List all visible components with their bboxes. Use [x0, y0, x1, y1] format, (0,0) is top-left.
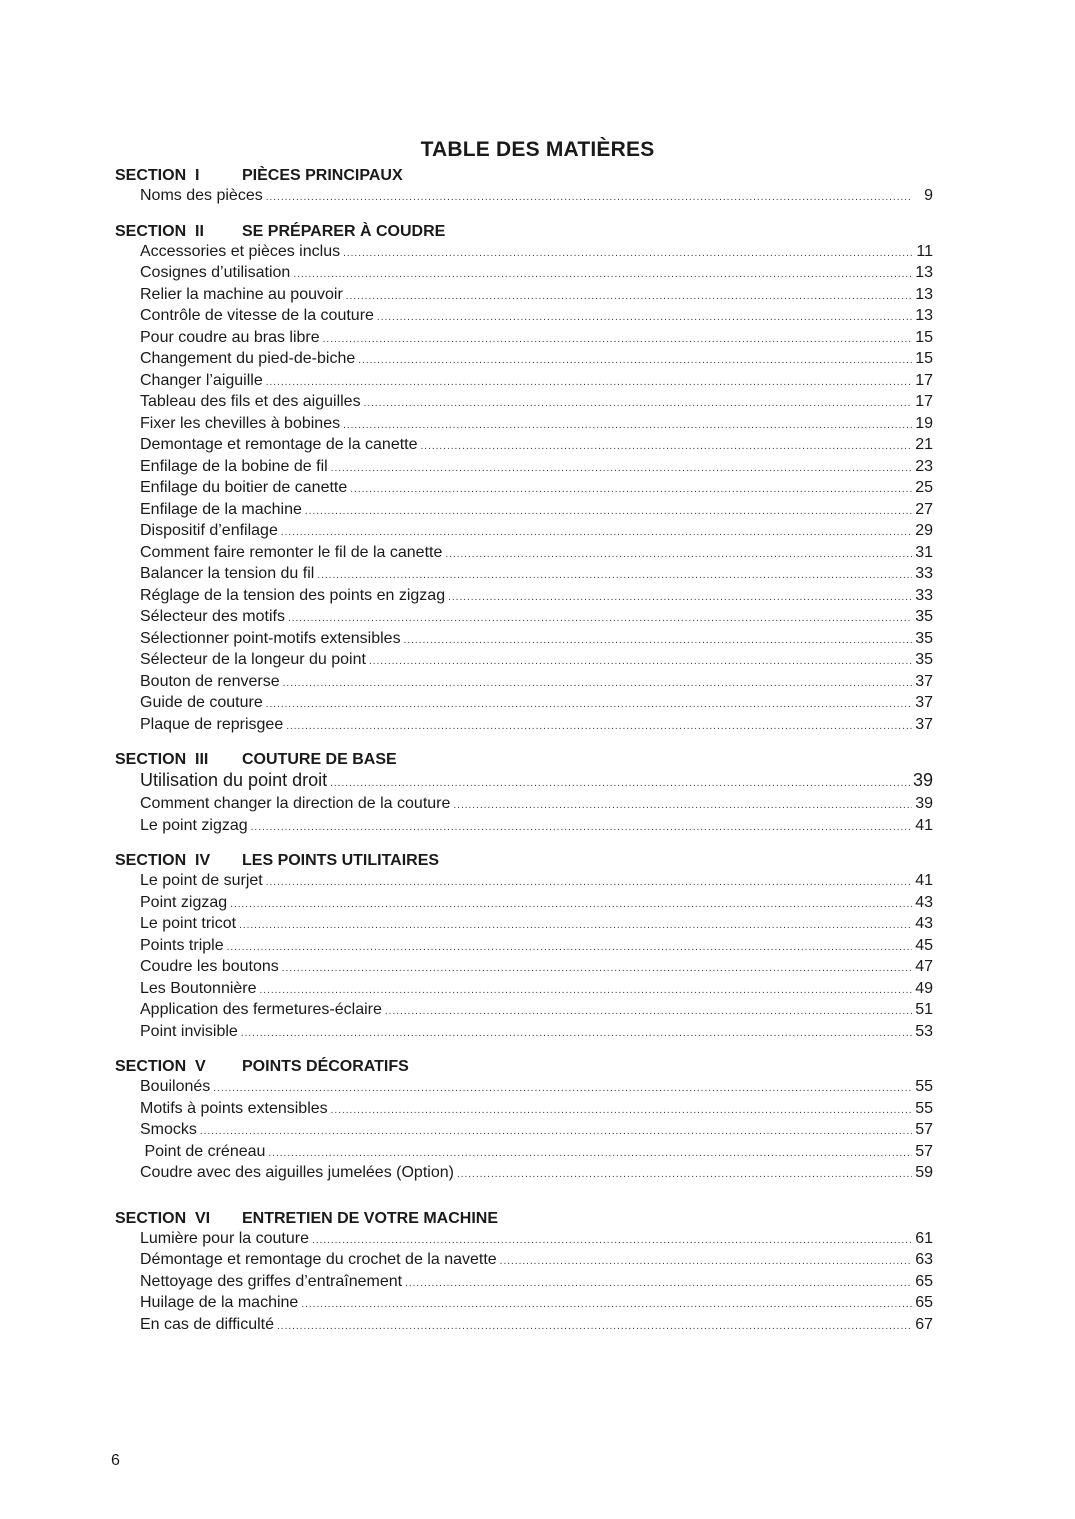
entry-label: Bouton de renverse	[140, 672, 280, 690]
entry-label: Lumière pour la couture	[140, 1229, 309, 1247]
toc-entry	[140, 693, 933, 715]
toc-entry	[140, 1142, 933, 1164]
entry-page-number: 35	[915, 608, 933, 625]
entry-label: Contrôle de vitesse de la couture	[140, 307, 374, 324]
entry-page-number: 37	[915, 672, 933, 690]
section-name: POINTS DÉCORATIFS	[242, 1058, 409, 1075]
toc-entry	[140, 414, 933, 436]
dot-leader	[239, 916, 912, 936]
entry-page-number: 35	[915, 629, 933, 647]
page-number: 6	[111, 1452, 120, 1469]
section-number: SECTION VI	[115, 1209, 211, 1227]
entry-label: Les Boutonnière	[140, 979, 257, 997]
entry-label: Point zigzag	[140, 893, 228, 911]
entry-page-number: 45	[915, 936, 933, 954]
dot-leader	[405, 1274, 912, 1294]
dot-leader	[301, 1295, 912, 1315]
entry-label: Point invisible	[140, 1022, 238, 1040]
section-number: SECTION V	[115, 1058, 206, 1075]
dot-leader	[404, 631, 912, 651]
toc-entry	[140, 816, 933, 838]
entry-label: Dispositif d’enfilage	[140, 522, 278, 539]
section-number: SECTION IV	[115, 852, 211, 869]
entry-page-number: 49	[915, 979, 933, 997]
toc-entry	[140, 186, 933, 208]
entry-page-number: 61	[915, 1229, 933, 1247]
dot-leader	[268, 1144, 912, 1164]
entry-page-number: 23	[915, 457, 933, 475]
dot-leader	[283, 674, 912, 694]
dot-leader	[421, 437, 912, 457]
toc-entry	[140, 1293, 933, 1315]
toc-entry	[140, 543, 933, 565]
entry-label: Demontage et remontage de la canette	[140, 436, 418, 453]
dot-leader	[312, 1231, 912, 1251]
section-number: SECTION I	[115, 167, 200, 184]
entry-label: Point de créneau	[140, 1142, 266, 1160]
entry-label: Comment faire remonter le fil de la canette	[140, 543, 443, 561]
entry-label: Smocks	[140, 1121, 197, 1138]
entry-label: Le point de surjet	[140, 872, 263, 889]
section-name: PIÈCES PRINCIPAUX	[242, 167, 403, 184]
table-of-contents	[115, 166, 933, 1350]
toc-entry	[140, 979, 933, 1001]
dot-leader	[350, 480, 912, 500]
entry-page-number: 53	[915, 1022, 933, 1040]
entry-label: Huilage de la machine	[140, 1294, 299, 1311]
toc-section	[115, 851, 933, 1043]
entry-label: Le point zigzag	[140, 816, 248, 834]
section-name: SE PRÉPARER À COUDRE	[242, 222, 446, 240]
dot-leader	[260, 981, 912, 1001]
entry-page-number: 37	[915, 694, 933, 711]
toc-entry	[140, 1099, 933, 1121]
dot-leader	[266, 695, 912, 715]
entry-page-number: 31	[915, 543, 933, 561]
entry-label: Relier la machine au pouvoir	[140, 285, 343, 303]
toc-section	[115, 222, 933, 737]
dot-leader	[281, 523, 912, 543]
dot-leader	[266, 188, 912, 208]
entry-page-number: 59	[915, 1164, 933, 1181]
entry-label: Noms des pièces	[140, 187, 263, 204]
toc-entry	[140, 242, 933, 264]
entry-page-number: 13	[915, 307, 933, 324]
entry-label: Utilisation du point droit	[140, 770, 328, 790]
toc-entry	[140, 500, 933, 522]
entry-label: Le point tricot	[140, 915, 237, 932]
entry-page-number: 33	[915, 586, 933, 604]
dot-leader	[241, 1024, 912, 1044]
entry-page-number: 65	[915, 1272, 933, 1290]
toc-entry	[140, 306, 933, 328]
toc-entry	[140, 521, 933, 543]
dot-leader	[453, 796, 912, 816]
toc-entry	[140, 715, 933, 737]
entry-page-number: 57	[915, 1142, 933, 1160]
entry-label: Enfilage de la machine	[140, 500, 302, 518]
dot-leader	[277, 1317, 912, 1337]
entry-label: Nettoyage des griffes d’entraînement	[140, 1272, 403, 1290]
entry-label: Cosignes d’utilisation	[140, 264, 291, 281]
entry-label: Réglage de la tension des points en zigzag	[140, 586, 446, 604]
entry-label: Sélecteur de la longeur du point	[140, 651, 366, 668]
dot-leader	[200, 1122, 912, 1142]
toc-entry	[140, 435, 933, 457]
entry-page-number: 17	[915, 371, 933, 389]
section-name: LES POINTS UTILITAIRES	[242, 852, 440, 869]
entry-label: Fixer les chevilles à bobines	[140, 414, 341, 432]
entry-label: Coudre les boutons	[140, 958, 279, 975]
entry-label: Enfilage du boitier de canette	[140, 479, 348, 496]
toc-entry	[140, 1272, 933, 1294]
toc-entry	[140, 1163, 933, 1185]
entry-label: Changement du pied-de-biche	[140, 350, 356, 367]
entry-label: Accessories et pièces inclus	[140, 242, 341, 260]
dot-leader	[251, 818, 912, 838]
dot-leader	[288, 609, 912, 629]
dot-leader	[385, 1002, 912, 1022]
entry-label: Pour coudre au bras libre	[140, 328, 320, 346]
dot-leader	[317, 566, 912, 586]
entry-page-number: 33	[915, 565, 933, 582]
entry-label: En cas de difficulté	[140, 1315, 275, 1333]
entry-label: Tableau des fils et des aiguilles	[140, 393, 361, 410]
entry-page-number: 21	[915, 436, 933, 453]
toc-section	[115, 1209, 933, 1337]
entry-label: Balancer la tension du fil	[140, 565, 315, 582]
toc-entry	[140, 1315, 933, 1337]
dot-leader	[445, 545, 912, 565]
toc-entry	[140, 650, 933, 672]
toc-entry	[140, 936, 933, 958]
entry-page-number: 55	[915, 1078, 933, 1095]
toc-entry	[140, 1000, 933, 1022]
entry-page-number: 65	[915, 1294, 933, 1311]
dot-leader	[330, 773, 910, 794]
toc-entry	[140, 478, 933, 500]
dot-leader	[369, 652, 912, 672]
entry-label: Coudre avec des aiguilles jumelées (Option)	[140, 1164, 454, 1181]
toc-entry	[140, 564, 933, 586]
dot-leader	[358, 351, 912, 371]
entry-label: Points triple	[140, 936, 224, 954]
dot-leader	[266, 873, 912, 893]
entry-page-number: 41	[915, 872, 933, 889]
toc-entry	[140, 1120, 933, 1142]
dot-leader	[286, 717, 912, 737]
entry-label: Motifs à points extensibles	[140, 1099, 328, 1117]
toc-entry	[140, 1229, 933, 1251]
entry-page-number: 41	[915, 816, 933, 834]
toc-entry	[140, 328, 933, 350]
toc-entry	[140, 371, 933, 393]
section-heading	[115, 750, 933, 770]
toc-entry	[140, 794, 933, 816]
section-heading	[115, 1209, 933, 1229]
entry-page-number: 39	[912, 770, 933, 790]
entry-page-number: 37	[915, 715, 933, 733]
entry-page-number: 11	[916, 242, 933, 260]
section-heading	[115, 166, 933, 186]
dot-leader	[293, 265, 912, 285]
toc-entry	[140, 893, 933, 915]
entry-label: Enfilage de la bobine de fil	[140, 457, 328, 475]
entry-page-number: 13	[915, 264, 933, 281]
toc-section	[115, 1057, 933, 1185]
dot-leader	[213, 1079, 912, 1099]
toc-entry	[140, 349, 933, 371]
entry-label: Bouilonés	[140, 1078, 211, 1095]
entry-label: Sélecteur des motifs	[140, 608, 285, 625]
dot-leader	[448, 588, 912, 608]
entry-page-number: 15	[915, 328, 933, 346]
entry-label: Guide de couture	[140, 694, 263, 711]
entry-page-number: 47	[915, 958, 933, 975]
toc-entry	[140, 586, 933, 608]
entry-page-number: 15	[915, 350, 933, 367]
entry-page-number: 17	[915, 393, 933, 410]
dot-leader	[457, 1165, 912, 1185]
entry-page-number: 67	[915, 1315, 933, 1333]
dot-leader	[377, 308, 912, 328]
entry-page-number: 55	[915, 1099, 933, 1117]
toc-entry	[140, 871, 933, 893]
toc-entry	[140, 770, 933, 794]
toc-entry	[140, 629, 933, 651]
dot-leader	[227, 938, 912, 958]
entry-label: Comment changer la direction de la couture	[140, 795, 451, 812]
dot-leader	[346, 287, 912, 307]
entry-page-number: 19	[915, 414, 933, 432]
toc-entry	[140, 457, 933, 479]
toc-section	[115, 166, 933, 208]
entry-page-number: 39	[915, 795, 933, 812]
entry-page-number: 29	[915, 522, 933, 539]
entry-page-number: 25	[915, 479, 933, 496]
toc-entry	[140, 263, 933, 285]
entry-page-number: 63	[915, 1251, 933, 1268]
entry-label: Démontage et remontage du crochet de la navette	[140, 1251, 497, 1268]
dot-leader	[364, 394, 912, 414]
entry-page-number: 13	[915, 285, 933, 303]
section-number: SECTION III	[115, 751, 209, 768]
dot-leader	[305, 502, 912, 522]
entry-page-number: 43	[915, 893, 933, 911]
toc-section	[115, 750, 933, 837]
dot-leader	[266, 373, 912, 393]
page-title: TABLE DES MATIÈRES	[420, 138, 655, 161]
section-heading	[115, 222, 933, 242]
section-number: SECTION II	[115, 222, 204, 240]
section-name: ENTRETIEN DE VOTRE MACHINE	[242, 1209, 499, 1227]
entry-label: Sélectionner point-motifs extensibles	[140, 629, 401, 647]
entry-page-number: 35	[915, 651, 933, 668]
section-heading	[115, 851, 933, 871]
entry-label: Plaque de reprisgee	[140, 715, 284, 733]
dot-leader	[282, 959, 912, 979]
dot-leader	[343, 244, 912, 264]
toc-entry	[140, 957, 933, 979]
dot-leader	[331, 459, 912, 479]
entry-page-number: 27	[915, 500, 933, 518]
entry-page-number: 43	[915, 915, 933, 932]
entry-label: Changer l’aiguille	[140, 371, 263, 389]
section-heading	[115, 1057, 933, 1077]
toc-entry	[140, 392, 933, 414]
dot-leader	[331, 1101, 912, 1121]
toc-entry	[140, 1077, 933, 1099]
dot-leader	[323, 330, 912, 350]
dot-leader	[343, 416, 912, 436]
entry-label: Application des fermetures-éclaire	[140, 1001, 382, 1018]
toc-entry	[140, 607, 933, 629]
toc-entry	[140, 285, 933, 307]
dot-leader	[500, 1252, 912, 1272]
toc-entry	[140, 1250, 933, 1272]
toc-entry	[140, 914, 933, 936]
section-name: COUTURE DE BASE	[242, 751, 397, 768]
toc-entry	[140, 1022, 933, 1044]
dot-leader	[230, 895, 912, 915]
entry-page-number: 51	[915, 1001, 933, 1018]
entry-page-number: 9	[924, 187, 933, 204]
toc-entry	[140, 672, 933, 694]
entry-page-number: 57	[915, 1121, 933, 1138]
